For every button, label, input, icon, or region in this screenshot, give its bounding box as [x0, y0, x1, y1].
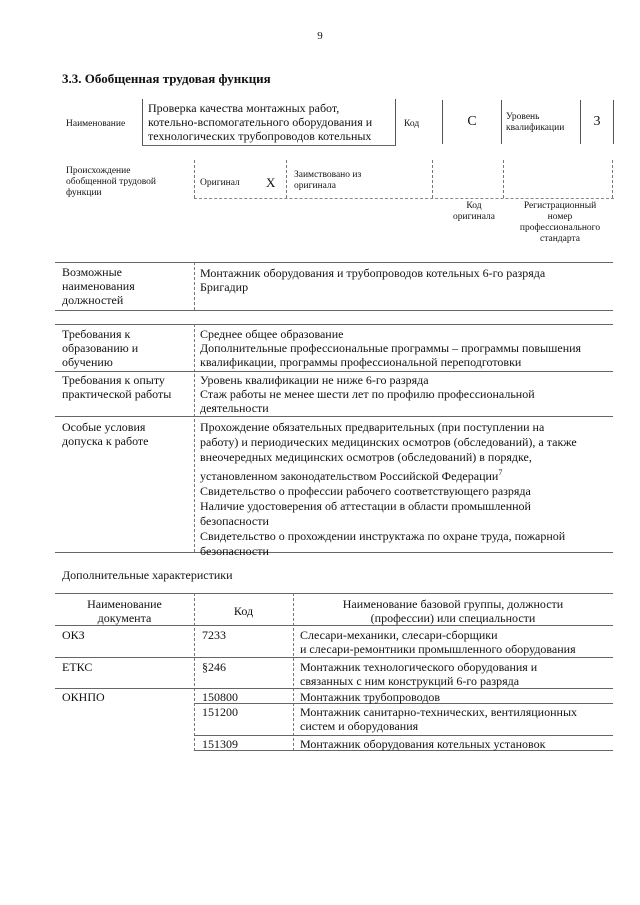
- level-label: [506, 112, 564, 134]
- admission-line: работу) и периодических медицинских осмотров (обследований), а также: [200, 435, 577, 449]
- col-header-name: [293, 597, 613, 625]
- positions-label-line: наименования: [62, 279, 135, 293]
- reg-number-label-line: профессионального: [519, 223, 601, 233]
- education-value: [200, 327, 581, 369]
- admission-line: безопасности: [200, 514, 269, 528]
- divider: [612, 160, 613, 198]
- divider: [55, 593, 613, 594]
- divider: [194, 735, 613, 736]
- education-label: [62, 327, 138, 369]
- code-original-label: [446, 201, 502, 223]
- admission-line: внеочередных медицинских осмотров (обследований) в порядке,: [200, 450, 532, 464]
- col-header-document: [55, 597, 194, 625]
- divider: [194, 262, 195, 310]
- divider: [194, 198, 614, 199]
- divider: [286, 160, 287, 198]
- borrowed-label-line: оригинала: [294, 181, 336, 191]
- row-doc: ЕТКС: [62, 660, 93, 674]
- col-header-line: Наименование базовой группы, должности: [342, 597, 564, 611]
- admission-line-text: установленном законодательством Российской Федерации: [200, 469, 499, 483]
- name-label: Наименование: [66, 119, 126, 129]
- admission-line: [200, 465, 577, 484]
- row-code: 150800: [202, 690, 238, 704]
- position-item: Монтажник оборудования и трубопроводов котельных 6-го разряда: [200, 266, 546, 280]
- function-name-line: Проверка качества монтажных работ,: [148, 101, 340, 115]
- borrowed-label-line: Заимствовано из: [294, 170, 362, 180]
- row-name-line: Слесари-механики, слесари-сборщики: [300, 628, 498, 642]
- divider: [55, 310, 613, 311]
- divider: [55, 657, 613, 658]
- col-header-code: Код: [233, 604, 254, 618]
- admission-label-line: допуска к работе: [62, 434, 149, 448]
- row-name: Монтажник трубопроводов: [300, 690, 441, 704]
- row-doc: ОКНПО: [62, 690, 105, 704]
- divider: [142, 145, 396, 146]
- level-value: 3: [580, 100, 614, 144]
- row-code: 151309: [202, 737, 238, 751]
- col-header-line: (профессии) или специальности: [370, 611, 536, 625]
- row-name: [300, 705, 577, 733]
- positions-label-line: Возможные: [62, 265, 122, 279]
- col-header-line: документа: [97, 611, 152, 625]
- divider: [55, 324, 613, 325]
- footnote-mark: 7: [498, 468, 503, 477]
- divider: [194, 160, 195, 198]
- code-value: C: [442, 100, 502, 144]
- education-label-line: образованию и: [62, 341, 139, 355]
- reg-number-label: [508, 201, 612, 245]
- divider: [55, 262, 613, 263]
- row-code: 7233: [202, 628, 226, 642]
- function-name-box: [142, 99, 396, 145]
- admission-line: Свидетельство о прохождении инструктажа по охране труда, пожарной: [200, 529, 566, 543]
- code-original-label-line: оригинала: [453, 212, 495, 222]
- page-number: 9: [317, 30, 323, 42]
- admission-line: Прохождение обязательных предварительных (при поступлении на: [200, 420, 545, 434]
- reg-number-label-line: номер: [547, 212, 573, 222]
- borrowed-label: [294, 170, 394, 192]
- admission-line: безопасности: [200, 544, 269, 558]
- section-title: 3.3. Обобщенная трудовая функция: [62, 71, 271, 86]
- divider: [55, 625, 613, 626]
- additional-title: Дополнительные характеристики: [62, 568, 233, 582]
- row-name: [300, 628, 576, 656]
- reg-number-label-line: Регистрационный: [523, 201, 597, 211]
- divider: [55, 416, 613, 417]
- level-label-line: Уровень: [506, 112, 540, 122]
- position-item: Бригадир: [200, 280, 249, 294]
- positions-label-line: должностей: [62, 293, 124, 307]
- function-name-line: технологических трубопроводов котельных: [148, 129, 372, 143]
- code-original-label-line: Код: [466, 201, 482, 211]
- experience-label-line: практической работы: [62, 387, 172, 401]
- education-label-line: Требования к: [62, 327, 131, 341]
- reg-number-label-line: стандарта: [540, 234, 580, 244]
- origin-label: [66, 166, 176, 199]
- admission-line: Свидетельство о профессии рабочего соответствующего разряда: [200, 484, 531, 498]
- admission-value: [200, 420, 577, 559]
- admission-line: Наличие удостоверения об аттестации в области промышленной: [200, 499, 531, 513]
- divider: [55, 688, 613, 689]
- experience-value: [200, 373, 535, 415]
- level-label-line: квалификации: [506, 123, 565, 133]
- original-label: Оригинал: [200, 178, 240, 188]
- divider: [55, 371, 613, 372]
- row-name: Монтажник оборудования котельных установок: [300, 737, 546, 751]
- row-name-line: Монтажник санитарно-технических, вентиляционных: [300, 705, 578, 719]
- experience-line: Уровень квалификации не ниже 6-го разряда: [200, 373, 429, 387]
- origin-label-line: функции: [66, 188, 102, 198]
- row-name-line: Монтажник технологического оборудования и: [300, 660, 538, 674]
- divider: [432, 160, 433, 198]
- row-name: [300, 660, 537, 688]
- education-line: Среднее общее образование: [200, 327, 344, 341]
- experience-label-line: Требования к опыту: [62, 373, 165, 387]
- admission-label-line: Особые условия: [62, 420, 146, 434]
- admission-label: [62, 420, 149, 448]
- experience-line: Стаж работы не менее шести лет по профилю профессиональной: [200, 387, 535, 401]
- code-label: Код: [404, 119, 420, 129]
- row-name-line: связанных с ним конструкций 6-го разряда: [300, 674, 520, 688]
- education-label-line: обучению: [62, 355, 113, 369]
- divider: [194, 324, 195, 552]
- original-mark: X: [266, 175, 276, 190]
- education-line: Дополнительные профессиональные программы – программы повышения: [200, 341, 582, 355]
- positions-label: [62, 265, 135, 307]
- origin-label-line: обобщенной трудовой: [66, 177, 156, 187]
- row-doc: ОКЗ: [62, 628, 85, 642]
- col-header-line: Наименование: [87, 597, 162, 611]
- row-code: 151200: [202, 705, 238, 719]
- experience-line: деятельности: [200, 401, 269, 415]
- divider: [503, 160, 504, 198]
- row-name-line: систем и оборудования: [300, 719, 419, 733]
- education-line: квалификации, программы профессиональной переподготовки: [200, 355, 522, 369]
- positions-value: [200, 266, 545, 294]
- row-name-line: и слесари-ремонтники промышленного оборудования: [300, 642, 576, 656]
- function-name-line: котельно-вспомогательного оборудования и: [148, 115, 373, 129]
- experience-label: [62, 373, 171, 401]
- row-code: §246: [202, 660, 226, 674]
- origin-label-line: Происхождение: [66, 166, 131, 176]
